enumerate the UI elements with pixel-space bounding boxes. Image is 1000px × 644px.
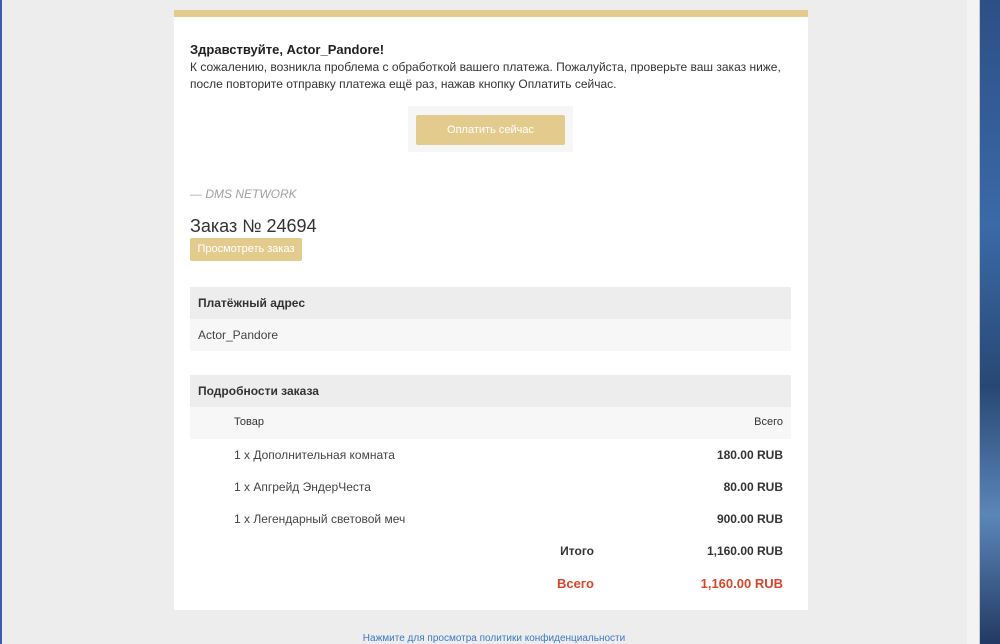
privacy-policy-link[interactable]: Нажмите для просмотра политики конфиденциальности bbox=[362, 633, 626, 644]
billing-address-heading: Платёжный адрес bbox=[190, 287, 791, 319]
scrollbar-track[interactable] bbox=[967, 0, 980, 644]
order-details-heading: Подробности заказа bbox=[190, 375, 791, 407]
item-name: 1 x Апгрейд ЭндерЧеста bbox=[234, 480, 371, 494]
sender-signature: — DMS NETWORK bbox=[190, 187, 297, 201]
desktop-background-strip bbox=[967, 0, 1000, 644]
window-left-edge bbox=[0, 0, 2, 644]
items-table-header bbox=[190, 407, 791, 439]
subtotal-row bbox=[190, 535, 791, 567]
item-price: 900.00 RUB bbox=[716, 512, 783, 526]
payment-problem-message: К сожалению, возникла проблема с обработкой вашего платежа. Пожалуйста, проверьте ваш заказ ниже, после повторите отправку платежа ещё раз, нажав кнопку Оплатить сейчас. bbox=[190, 60, 781, 91]
subtotal-value: 1,160.00 RUB bbox=[706, 544, 783, 558]
column-total-header: Всего bbox=[754, 416, 783, 428]
item-price: 180.00 RUB bbox=[716, 448, 783, 462]
email-card bbox=[174, 10, 808, 610]
pay-now-button[interactable]: Оплатить сейчас bbox=[416, 115, 565, 145]
pay-button-container bbox=[408, 106, 573, 152]
billing-address-name: Actor_Pandore bbox=[190, 319, 791, 351]
item-name: 1 x Дополнительная комната bbox=[234, 448, 395, 462]
view-order-button[interactable]: Просмотреть заказ bbox=[190, 238, 302, 261]
grand-total-value: 1,160.00 RUB bbox=[700, 576, 783, 591]
greeting-heading: Здравствуйте, Actor_Pandore! bbox=[190, 42, 385, 57]
column-product-header: Товар bbox=[234, 416, 264, 428]
table-row bbox=[190, 471, 791, 503]
grand-total-row bbox=[190, 567, 791, 599]
subtotal-label: Итого bbox=[560, 544, 594, 558]
item-name: 1 x Легендарный световой меч bbox=[234, 512, 406, 526]
item-price: 80.00 RUB bbox=[723, 480, 783, 494]
table-row bbox=[190, 503, 791, 535]
grand-total-label: Всего bbox=[556, 576, 594, 591]
table-row bbox=[190, 439, 791, 471]
order-title: Заказ № 24694 bbox=[190, 216, 317, 236]
